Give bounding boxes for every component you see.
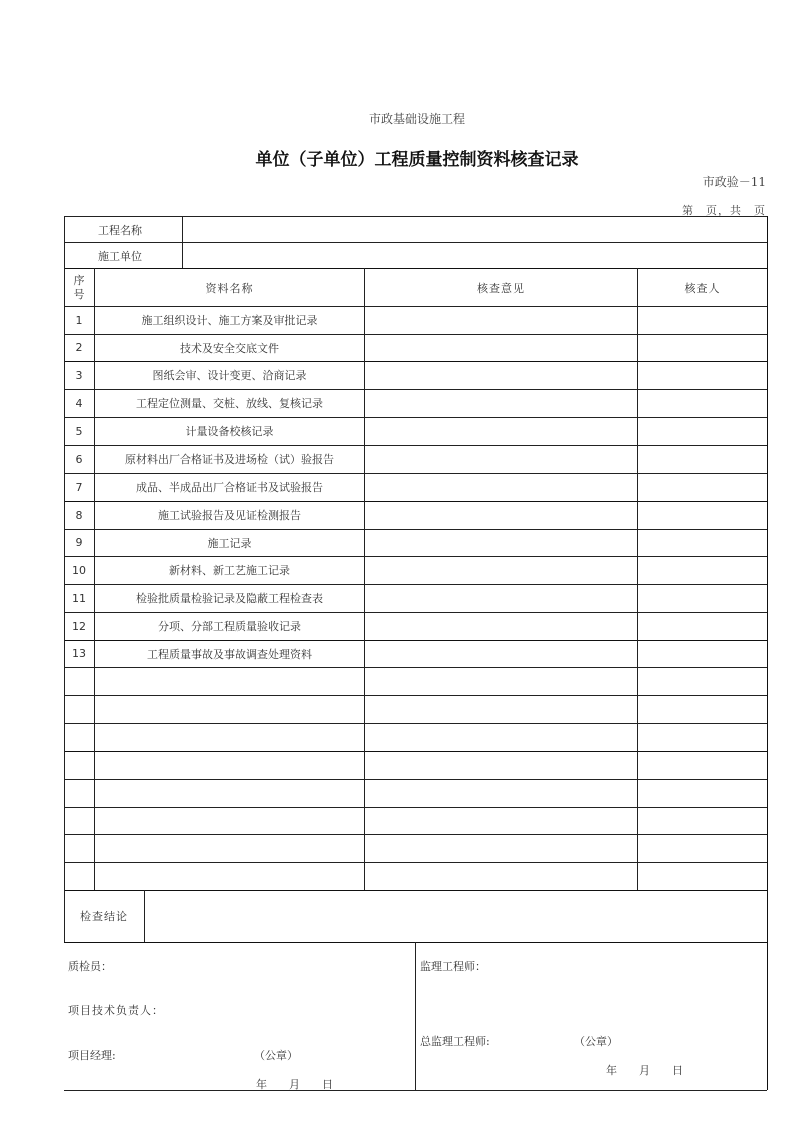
row-document-name [95, 807, 364, 834]
row-document-name: 成品、半成品出厂合格证书及试验报告 [136, 481, 323, 494]
row-number [64, 751, 94, 779]
document-subtitle: 市政基础设施工程 [368, 112, 465, 126]
row-number [64, 723, 94, 751]
row-number [64, 807, 94, 834]
row-document-name: 工程质量事故及事故调查处理资料 [147, 647, 312, 661]
row-number: 4 [75, 396, 83, 410]
row-number: 2 [75, 341, 83, 354]
grid-vline [364, 268, 365, 890]
row-document-name: 原材料出厂合格证书及进场检（试）验报告 [125, 453, 334, 466]
row-number: 13 [72, 647, 86, 660]
row-document-name [95, 834, 364, 862]
row-number [64, 667, 94, 695]
row-number: 5 [75, 424, 83, 438]
row-document-name: 施工试验报告及见证检测报告 [158, 509, 301, 522]
row-number: 3 [75, 368, 83, 382]
row-document-name: 施工组织设计、施工方案及审批记录 [141, 314, 318, 327]
row-number [64, 779, 94, 807]
grid-hline [64, 862, 767, 863]
project-manager-label: 项目经理: [68, 1049, 116, 1062]
row-document-name: 检验批质量检验记录及隐蔽工程检查表 [136, 592, 323, 605]
conclusion-value [145, 890, 767, 942]
grid-vline [415, 942, 416, 1090]
row-number: 11 [72, 591, 86, 605]
tech-lead-label: 项目技术负责人： [68, 1004, 164, 1017]
chief-supervisor-label: 总监理工程师: [420, 1035, 490, 1048]
col-header-seq: 序号 [73, 273, 85, 301]
col-header-name: 资料名称 [205, 281, 254, 295]
row-document-name: 新材料、新工艺施工记录 [169, 564, 290, 577]
row-document-name: 分项、分部工程质量验收记录 [158, 620, 301, 633]
row-number: 12 [72, 619, 86, 633]
conclusion-label: 检查结论 [80, 910, 128, 923]
row-document-name [95, 751, 364, 779]
col-header-opinion: 核查意见 [477, 281, 525, 295]
col-header-checker: 核查人 [684, 281, 721, 295]
row-number: 10 [72, 563, 86, 577]
seal-right: （公章） [574, 1035, 618, 1048]
row-document-name [95, 779, 364, 807]
page-info: 第 页，共 页 [682, 204, 766, 217]
row-number: 7 [75, 480, 83, 494]
supervisor-label: 监理工程师： [420, 960, 486, 973]
row-document-name: 工程定位测量、交桩、放线、复核记录 [136, 397, 323, 410]
grid-vline [637, 268, 638, 890]
row-document-name: 施工记录 [207, 536, 252, 550]
project-name-label: 工程名称 [98, 223, 142, 237]
seal-left: （公章） [254, 1049, 298, 1062]
row-number [64, 834, 94, 862]
row-number: 6 [75, 452, 83, 466]
row-number [64, 695, 94, 723]
row-document-name [95, 695, 364, 723]
date-left: 年 月 日 [256, 1078, 333, 1091]
construction-unit-value [183, 243, 767, 268]
row-document-name [95, 667, 364, 695]
row-document-name: 图纸会审、设计变更、洽商记录 [152, 369, 307, 382]
project-name-value [183, 217, 767, 242]
grid-hline [64, 1090, 767, 1091]
row-document-name [95, 723, 364, 751]
row-number: 9 [75, 536, 83, 549]
grid-vline [767, 216, 768, 1090]
row-number: 8 [75, 508, 83, 522]
inspector-label: 质检员： [68, 960, 112, 973]
document-title: 单位（子单位）工程质量控制资料核查记录 [255, 150, 579, 170]
date-right: 年 月 日 [606, 1064, 683, 1077]
row-document-name: 计量设备校核记录 [185, 425, 274, 438]
row-document-name: 技术及安全交底文件 [180, 341, 279, 355]
form-number: 市政验－11 [702, 175, 766, 189]
construction-unit-label: 施工单位 [98, 249, 142, 263]
row-number: 1 [75, 313, 83, 327]
